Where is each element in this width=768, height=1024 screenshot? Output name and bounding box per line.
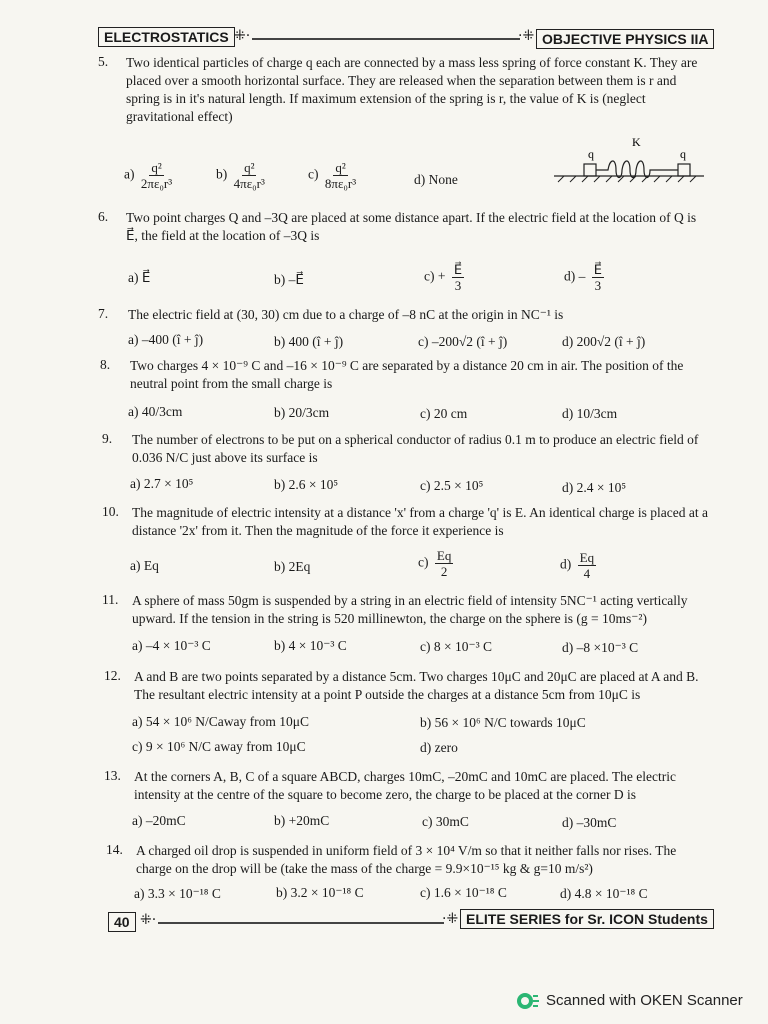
question-number: 13.: [104, 768, 121, 783]
question-text: A and B are two points separated by a distance 5cm. Two charges 10μC and 20μC are placed at A and B. The resultant electric intensity at a point P outside the charges at a distance 5cm from 10μC is: [134, 669, 699, 702]
question-text: The electric field at (30, 30) cm due to a charge of –8 nC at the origin in NC⁻¹ is: [128, 307, 564, 322]
option-b: b) $\frac{\text{q²}}{\text{4πε₀r³}}$: [216, 160, 265, 191]
option-d: d) 4.8 × 10⁻¹⁸ C: [560, 886, 648, 901]
option-b: b) 3.2 × 10⁻¹⁸ C: [276, 885, 364, 900]
option-d: d) 200√2 (î + ĵ): [562, 334, 646, 349]
question-number: 7.: [98, 306, 109, 321]
page-number-box: 40: [108, 912, 136, 932]
option-b: b) 2.6 × 10⁵: [274, 477, 339, 492]
option-c: c) 20 cm: [420, 406, 468, 421]
option-d: d) 10/3cm: [562, 406, 618, 421]
block-right: [678, 164, 690, 176]
charge-q-right: q: [680, 147, 686, 161]
option-c: c) $\frac{Eq}{2}$: [418, 548, 452, 579]
option-d: d) $\frac{Eq}{4}$: [560, 550, 595, 581]
ground-hatch: [558, 176, 696, 182]
footer-series-box: ELITE SERIES for Sr. ICON Students: [460, 909, 714, 929]
footer-rule: [158, 922, 444, 924]
option-c: c) 1.6 × 10⁻¹⁸ C: [420, 885, 507, 900]
question-number: 12.: [104, 668, 121, 683]
ornament-icon: ·⁜: [518, 28, 535, 44]
question-text: The number of electrons to be put on a spherical conductor of radius 0.1 m to produce an electric field of 0.036 N/C just above its surface is: [132, 432, 699, 465]
question-text: A charged oil drop is suspended in uniform field of 3 × 10⁴ V/m so that it neither falls nor rises. The charge on the drop will be (take the mass of the charge = 9.9×10⁻¹⁵ kg & g=10 m/s²): [136, 843, 677, 876]
header-right-box: OBJECTIVE PHYSICS IIA: [536, 29, 714, 49]
option-b: b) 2Eq: [274, 559, 311, 574]
scanner-logo-icon: [516, 990, 540, 1012]
question-text: Two identical particles of charge q each are connected by a mass less spring of force constant K. They are placed over a smooth horizontal surface. They are released when the separation between them is r and spring is in it's natural length. If maximum extension of the spring is r, the value of K is (neglect gravitational effect): [126, 55, 698, 124]
spring-k-label: K: [632, 135, 641, 149]
ornament-icon: ⁜·: [140, 912, 157, 928]
question-number: 8.: [100, 357, 111, 372]
option-a: a) 40/3cm: [128, 404, 183, 419]
option-b: b) 20/3cm: [274, 405, 330, 420]
option-b: b) 4 × 10⁻³ C: [274, 638, 347, 653]
option-a: a) –4 × 10⁻³ C: [132, 638, 211, 653]
ornament-icon: ⁜·: [234, 28, 251, 44]
header-rule: [252, 38, 520, 40]
option-c: c) 8 × 10⁻³ C: [420, 639, 493, 654]
option-b: b) –E⃗: [274, 272, 304, 287]
option-d: d) –30mC: [562, 815, 617, 830]
option-b: b) 400 (î + ĵ): [274, 334, 344, 349]
question-number: 14.: [106, 842, 123, 857]
option-c: c) –200√2 (î + ĵ): [418, 334, 508, 349]
question-number: 11.: [102, 592, 119, 607]
option-d: d) –8 ×10⁻³ C: [562, 640, 639, 655]
option-b: b) +20mC: [274, 813, 330, 828]
option-c: c) 9 × 10⁶ N/C away from 10μC: [132, 739, 306, 754]
option-c: c) $\frac{\text{q²}}{\text{8πε₀r³}}$: [308, 160, 357, 191]
option-a: a) –400 (î + ĵ): [128, 332, 204, 347]
question-number: 10.: [102, 504, 119, 519]
question-text: Two charges 4 × 10⁻⁹ C and –16 × 10⁻⁹ C are separated by a distance 20 cm in air. The position of the neutral point from the small charge is: [130, 358, 684, 391]
option-d: d) 2.4 × 10⁵: [562, 480, 627, 495]
option-a: a) E⃗: [128, 270, 151, 285]
option-a: a) 2.7 × 10⁵: [130, 476, 194, 491]
option-a: a) $\frac{\text{q²}}{\text{2πε₀r³}}$: [124, 160, 173, 191]
spring-coil: [596, 161, 678, 178]
scanner-watermark: Scanned with OKEN Scanner: [546, 992, 743, 1009]
question-number: 5.: [98, 54, 109, 69]
spring-figure: [548, 132, 708, 188]
option-a: a) Eq: [130, 558, 159, 573]
charge-q-left: q: [588, 147, 594, 161]
option-a: a) 54 × 10⁶ N/Caway from 10μC: [132, 714, 310, 729]
option-d: d) – $\frac{E⃗}{3}$: [564, 262, 602, 293]
question-number: 9.: [102, 431, 113, 446]
option-d: d) None: [414, 172, 458, 187]
question-text: At the corners A, B, C of a square ABCD, charges 10mC, –20mC and 10mC are placed. The electric intensity at the centre of the square to become zero, the charge to be placed at the corner D is: [134, 769, 676, 802]
block-left: [584, 164, 596, 176]
question-text: A sphere of mass 50gm is suspended by a string in an electric field of intensity 5NC⁻¹ acting vertically upward. If the tension in the string is 520 millinewton, the charge on the sphere is (g = 10ms⁻²): [132, 593, 688, 626]
option-a: a) –20mC: [132, 813, 186, 828]
option-b: b) 56 × 10⁶ N/C towards 10μC: [420, 715, 586, 730]
option-a: a) 3.3 × 10⁻¹⁸ C: [134, 886, 221, 901]
header-left-box: ELECTROSTATICS: [98, 27, 235, 47]
option-c: c) + $\frac{E⃗}{3}$: [424, 262, 463, 293]
option-c: c) 2.5 × 10⁵: [420, 478, 484, 493]
option-c: c) 30mC: [422, 814, 469, 829]
question-text: Two point charges Q and –3Q are placed at some distance apart. If the electric field at the location of Q is E⃗, the field at the location of –3Q is: [126, 210, 697, 243]
ornament-icon: ·⁜: [442, 911, 459, 927]
option-d: d) zero: [420, 740, 458, 755]
question-text: The magnitude of electric intensity at a distance 'x' from a charge 'q' is E. An identical charge is placed at a distance '2x' from it. Then the magnitude of the force it experience is: [132, 505, 709, 538]
question-number: 6.: [98, 209, 109, 224]
